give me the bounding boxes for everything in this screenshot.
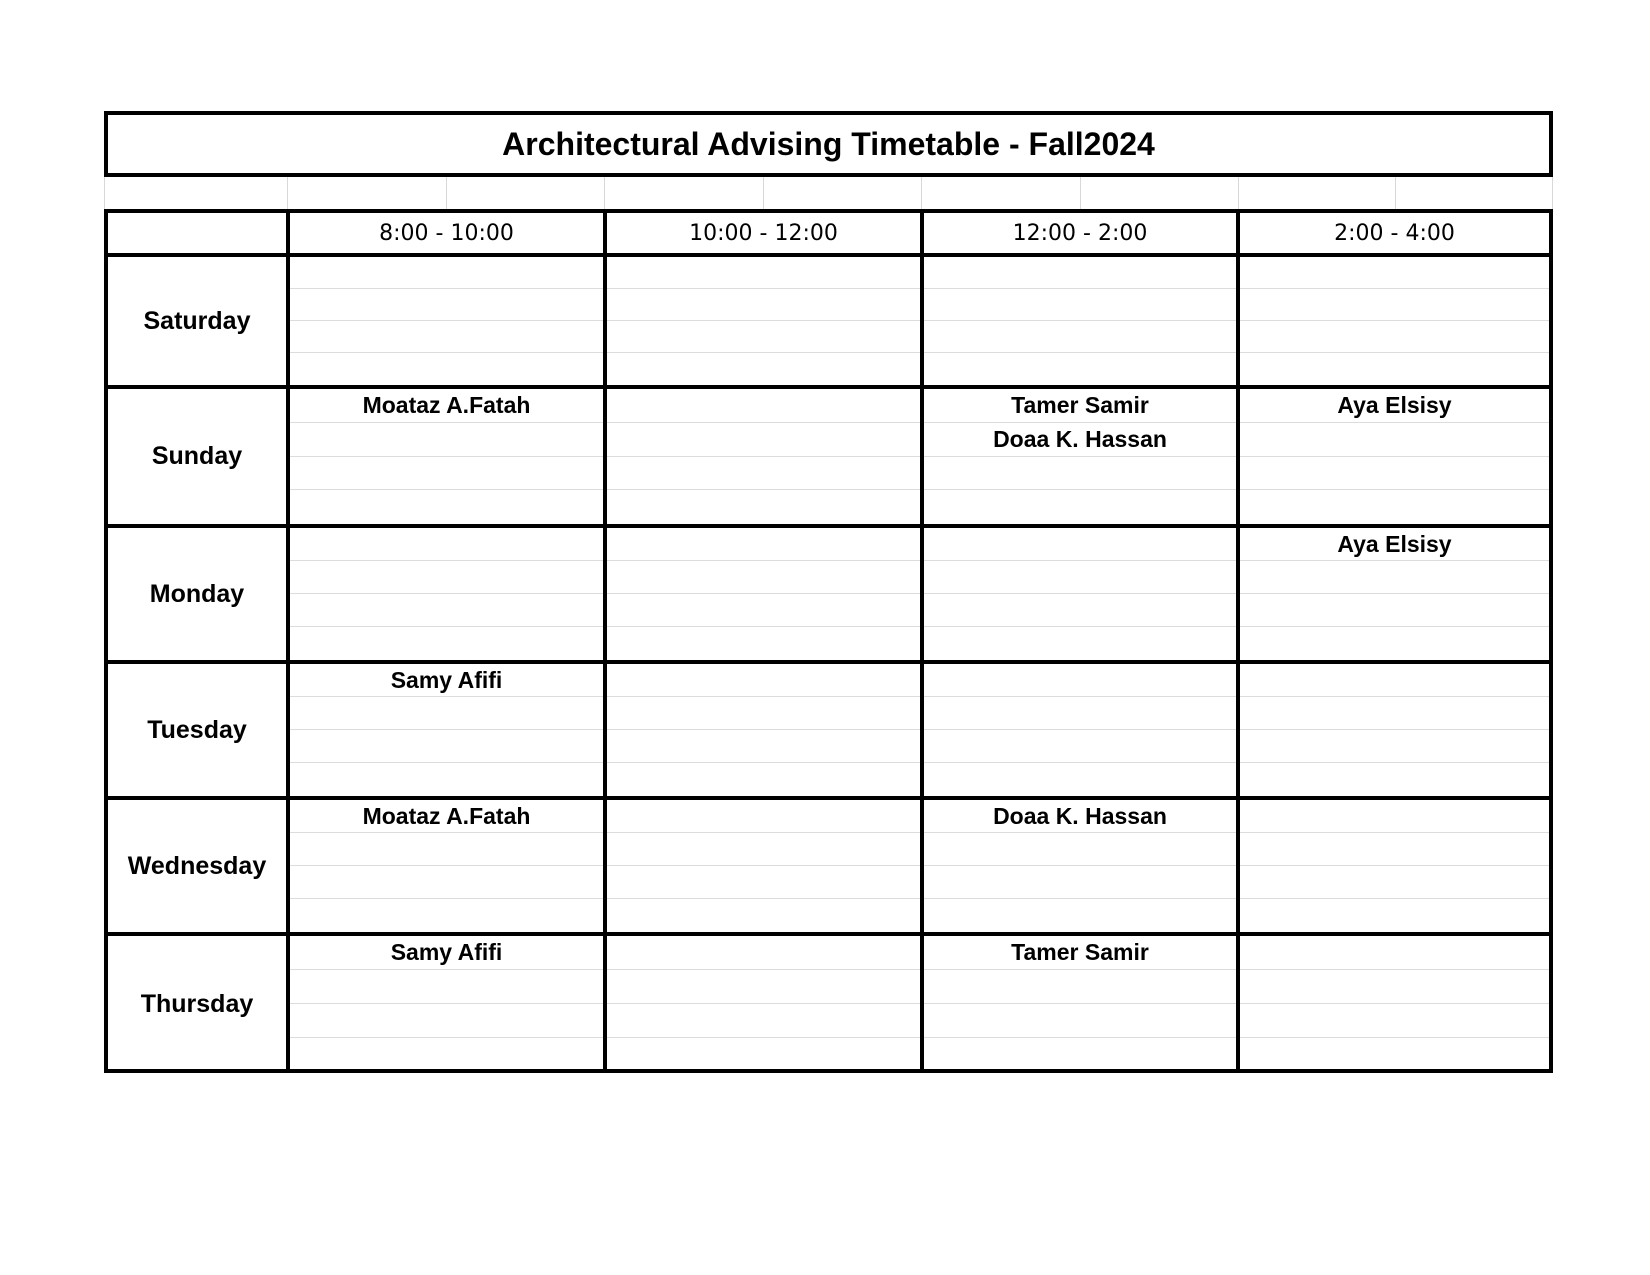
timetable-cell	[924, 257, 1240, 389]
advisor-name	[924, 1038, 1236, 1072]
day-label: Thursday	[108, 936, 290, 1072]
advisor-name	[1240, 490, 1549, 524]
advisor-name	[1240, 423, 1549, 457]
advisor-name	[607, 866, 920, 899]
advisor-name: Samy Afifi	[290, 664, 603, 697]
advisor-name	[607, 936, 920, 970]
timetable-cell	[1240, 664, 1549, 800]
advisor-name	[290, 423, 603, 457]
day-label: Sunday	[108, 389, 290, 528]
advisor-name	[290, 833, 603, 866]
advisor-name	[607, 457, 920, 491]
timetable-cell	[290, 389, 607, 528]
advisor-name	[607, 389, 920, 423]
timetable-cell	[607, 800, 924, 936]
timetable-cell	[924, 800, 1240, 936]
advisor-name	[290, 353, 603, 385]
spacer-gridline	[287, 177, 288, 209]
advisor-name	[607, 257, 920, 289]
timetable-cell	[1240, 936, 1549, 1072]
timetable-cell	[290, 800, 607, 936]
advisor-name	[1240, 289, 1549, 321]
advisor-name	[607, 833, 920, 866]
timetable-cell	[607, 936, 924, 1072]
timetable-cell	[924, 936, 1240, 1072]
timetable-cell	[1240, 257, 1549, 389]
advisor-name	[924, 528, 1236, 561]
advisor-name	[924, 627, 1236, 660]
spacer-gridline	[921, 177, 922, 209]
advisor-name	[924, 730, 1236, 763]
advisor-name	[1240, 257, 1549, 289]
advisor-name	[924, 561, 1236, 594]
spacer-gridline	[604, 177, 605, 209]
advisor-name	[607, 561, 920, 594]
advisor-name	[290, 970, 603, 1004]
advisor-name	[290, 1004, 603, 1038]
advisor-name	[290, 257, 603, 289]
timetable-grid	[104, 209, 1553, 1073]
advisor-name	[1240, 800, 1549, 833]
timetable-cell	[607, 528, 924, 664]
advisor-name	[924, 490, 1236, 524]
advisor-name: Tamer Samir	[924, 936, 1236, 970]
advisor-name: Doaa K. Hassan	[924, 423, 1236, 457]
advisor-name	[290, 490, 603, 524]
spacer-gridline	[763, 177, 764, 209]
advisor-name: Samy Afifi	[290, 936, 603, 970]
timetable-cell	[1240, 800, 1549, 936]
advisor-name	[1240, 664, 1549, 697]
advisor-name	[290, 763, 603, 796]
advisor-name	[924, 257, 1236, 289]
advisor-name	[1240, 353, 1549, 385]
time-slot-header: 2:00 - 4:00	[1240, 213, 1549, 257]
spacer-gridline	[1238, 177, 1239, 209]
time-slot-header: 10:00 - 12:00	[607, 213, 924, 257]
advisor-name	[924, 321, 1236, 353]
advisor-name	[607, 528, 920, 561]
time-slot-header: 12:00 - 2:00	[924, 213, 1240, 257]
advisor-name	[290, 561, 603, 594]
advisor-name	[1240, 730, 1549, 763]
spacer-row	[104, 177, 1553, 209]
timetable-cell	[924, 664, 1240, 800]
advisor-name	[1240, 899, 1549, 932]
advisor-name	[290, 289, 603, 321]
advisor-name	[607, 664, 920, 697]
corner-cell	[108, 213, 290, 257]
advisor-name: Doaa K. Hassan	[924, 800, 1236, 833]
timetable-cell	[1240, 528, 1549, 664]
timetable-cell	[1240, 389, 1549, 528]
timetable-cell	[290, 936, 607, 1072]
timetable-cell	[607, 664, 924, 800]
time-slot-header: 8:00 - 10:00	[290, 213, 607, 257]
advisor-name	[1240, 561, 1549, 594]
spacer-gridline	[446, 177, 447, 209]
day-label: Monday	[108, 528, 290, 664]
timetable-cell	[924, 389, 1240, 528]
advisor-name	[1240, 866, 1549, 899]
advisor-name	[1240, 594, 1549, 627]
advisor-name	[924, 763, 1236, 796]
advisor-name	[607, 800, 920, 833]
advisor-name	[290, 730, 603, 763]
advisor-name	[290, 457, 603, 491]
advisor-name	[607, 423, 920, 457]
advisor-name	[290, 1038, 603, 1072]
advisor-name: Moataz A.Fatah	[290, 800, 603, 833]
advisor-name	[290, 321, 603, 353]
advisor-name	[924, 833, 1236, 866]
advisor-name	[1240, 1004, 1549, 1038]
advisor-name: Tamer Samir	[924, 389, 1236, 423]
advisor-name	[607, 899, 920, 932]
timetable-cell	[924, 528, 1240, 664]
advisor-name	[290, 697, 603, 730]
day-label: Tuesday	[108, 664, 290, 800]
advisor-name	[924, 899, 1236, 932]
advisor-name: Aya Elsisy	[1240, 528, 1549, 561]
spacer-gridline	[1395, 177, 1396, 209]
advisor-name	[290, 528, 603, 561]
advisor-name	[290, 627, 603, 660]
day-label: Wednesday	[108, 800, 290, 936]
timetable-cell	[290, 528, 607, 664]
advisor-name: Aya Elsisy	[1240, 389, 1549, 423]
advisor-name	[924, 697, 1236, 730]
timetable-cell	[607, 257, 924, 389]
page-title: Architectural Advising Timetable - Fall2024	[104, 111, 1553, 177]
advisor-name	[607, 730, 920, 763]
advisor-name	[924, 664, 1236, 697]
advisor-name	[1240, 970, 1549, 1004]
advisor-name	[607, 490, 920, 524]
advisor-name	[290, 594, 603, 627]
advisor-name	[1240, 1038, 1549, 1072]
advisor-name	[924, 970, 1236, 1004]
advisor-name	[924, 289, 1236, 321]
advisor-name	[1240, 763, 1549, 796]
advisor-name	[924, 353, 1236, 385]
advisor-name	[1240, 936, 1549, 970]
advisor-name	[607, 763, 920, 796]
advisor-name	[924, 457, 1236, 491]
advisor-name	[924, 1004, 1236, 1038]
advisor-name	[607, 594, 920, 627]
advisor-name	[607, 289, 920, 321]
advisor-name	[1240, 457, 1549, 491]
advisor-name	[1240, 697, 1549, 730]
advisor-name	[1240, 321, 1549, 353]
advisor-name	[290, 899, 603, 932]
advisor-name	[607, 353, 920, 385]
timetable-cell	[290, 257, 607, 389]
day-label: Saturday	[108, 257, 290, 389]
advisor-name	[607, 627, 920, 660]
advisor-name: Moataz A.Fatah	[290, 389, 603, 423]
advisor-name	[290, 866, 603, 899]
advisor-name	[1240, 833, 1549, 866]
advisor-name	[607, 970, 920, 1004]
advisor-name	[924, 594, 1236, 627]
timetable-cell	[607, 389, 924, 528]
advisor-name	[1240, 627, 1549, 660]
timetable-cell	[290, 664, 607, 800]
advisor-name	[607, 1004, 920, 1038]
advisor-name	[924, 866, 1236, 899]
advisor-name	[607, 321, 920, 353]
advisor-name	[607, 697, 920, 730]
spacer-gridline	[1080, 177, 1081, 209]
advisor-name	[607, 1038, 920, 1072]
